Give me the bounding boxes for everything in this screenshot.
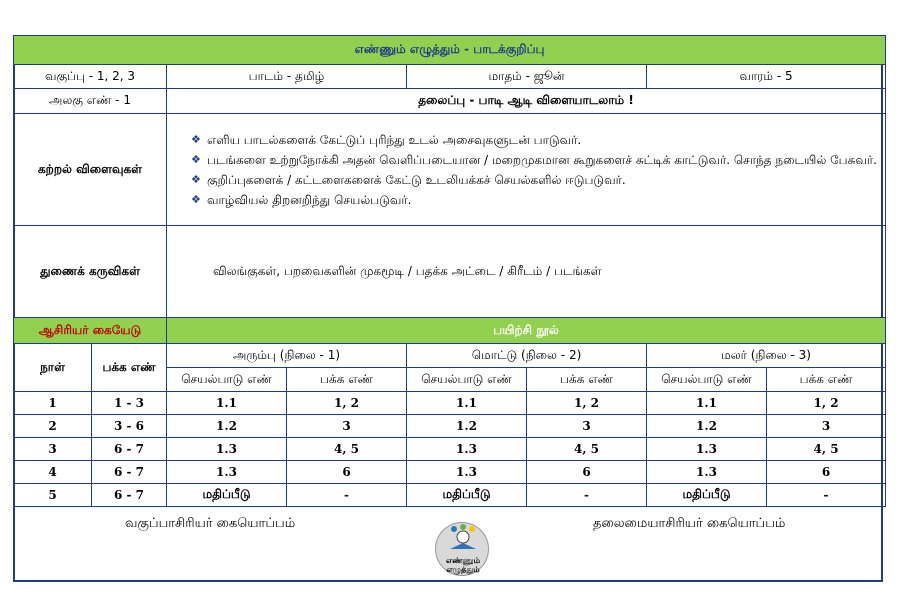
- day-cell: 1: [14, 392, 92, 415]
- day-cell: 2: [14, 415, 92, 438]
- page-cell: 3: [527, 415, 647, 438]
- guide-page-cell: 1 - 3: [92, 392, 167, 415]
- outcomes-list: [171, 130, 881, 210]
- lesson-plan-table: [13, 35, 886, 507]
- activity-no-header: செயல்பாடு எண்: [647, 368, 767, 392]
- unit-cell: அலகு எண் - 1: [14, 89, 167, 114]
- page-cell: -: [527, 484, 647, 507]
- table-row: [14, 484, 886, 507]
- table-row: [14, 392, 886, 415]
- diamond-bullet-icon: ❖: [191, 152, 201, 166]
- page-cell: 6: [287, 461, 407, 484]
- logo-line-2: எழுத்தும்: [446, 565, 480, 574]
- page-cell: 4, 5: [767, 438, 886, 461]
- table-row: [14, 461, 886, 484]
- activity-no-cell: மதிப்பீடு: [407, 484, 527, 507]
- activity-no-cell: மதிப்பீடு: [647, 484, 767, 507]
- level-3-header: மலர் (நிலை - 3): [647, 344, 886, 368]
- activity-no-cell: மதிப்பீடு: [167, 484, 287, 507]
- footer: [13, 512, 885, 582]
- activity-no-cell: 1.3: [647, 438, 767, 461]
- day-cell: 5: [14, 484, 92, 507]
- activity-no-header: செயல்பாடு எண்: [167, 368, 287, 392]
- page-header: பக்க எண்: [527, 368, 647, 392]
- guide-page-cell: 6 - 7: [92, 438, 167, 461]
- day-header: நாள்: [14, 344, 92, 392]
- activity-no-header: செயல்பாடு எண்: [407, 368, 527, 392]
- teacher-guide-header: ஆசிரியர் கையேடு: [14, 318, 167, 344]
- level-1-header: அரும்பு (நிலை - 1): [167, 344, 407, 368]
- page-header: பக்க எண்: [287, 368, 407, 392]
- head-teacher-signature: தலைமையாசிரியர் கையொப்பம்: [593, 516, 786, 531]
- activity-no-cell: 1.1: [167, 392, 287, 415]
- day-cell: 3: [14, 438, 92, 461]
- table-row: [14, 415, 886, 438]
- week-cell: வாரம் - 5: [647, 65, 886, 89]
- page-cell: 4, 5: [527, 438, 647, 461]
- topic-cell: தலைப்பு - பாடி ஆடி விளையாடலாம் !: [167, 89, 886, 114]
- workbook-header: பயிற்சி நூல்: [167, 318, 886, 344]
- class-teacher-signature: வகுப்பாசிரியர் கையொப்பம்: [125, 516, 296, 531]
- outcome-item: ❖ குறிப்புகளைக் / கட்டளைகளைக் கேட்டு உடலியக்கச் செயல்களில் ஈடுபடுவர்.: [191, 170, 881, 190]
- page-cell: -: [287, 484, 407, 507]
- activity-no-cell: 1.2: [647, 415, 767, 438]
- subject-cell: பாடம் - தமிழ்: [167, 65, 407, 89]
- activity-no-cell: 1.2: [407, 415, 527, 438]
- outcome-item: ❖ படங்களை உற்றுநோக்கி அதன் வெளிப்படையான / மறைமுகமான கூறுகளைச் சுட்டிக் காட்டுவர். சொந்த நடையில் பேசுவர்.: [191, 150, 881, 170]
- page-cell: 4, 5: [287, 438, 407, 461]
- logo-line-1: எண்ணும்: [445, 556, 481, 565]
- aids-text: விலங்குகள், பறவைகளின் முகமூடி / பதக்க அட்டை / கிரீடம் / படங்கள்: [167, 226, 886, 318]
- outcomes-label: கற்றல் விளைவுகள்: [14, 114, 167, 226]
- page-cell: 3: [767, 415, 886, 438]
- activity-no-cell: 1.3: [647, 461, 767, 484]
- activity-no-cell: 1.1: [407, 392, 527, 415]
- page-cell: 6: [767, 461, 886, 484]
- activity-no-cell: 1.2: [167, 415, 287, 438]
- level-2-header: மொட்டு (நிலை - 2): [407, 344, 647, 368]
- ennum-ezhuthum-logo: [435, 522, 489, 576]
- outcome-item: ❖ வாழ்வியல் திறனறிந்து செயல்படுவர்.: [191, 190, 881, 210]
- month-cell: மாதம் - ஜூன்: [407, 65, 647, 89]
- class-cell: வகுப்பு - 1, 2, 3: [14, 65, 167, 89]
- guide-page-cell: 6 - 7: [92, 484, 167, 507]
- day-rows: [14, 392, 886, 507]
- page-title: எண்ணும் எழுத்தும் - பாடக்குறிப்பு: [14, 36, 886, 65]
- day-cell: 4: [14, 461, 92, 484]
- page-cell: 1, 2: [527, 392, 647, 415]
- activity-no-cell: 1.3: [407, 461, 527, 484]
- aids-label: துணைக் கருவிகள்: [14, 226, 167, 318]
- outcomes-cell: [167, 114, 886, 226]
- page-header: பக்க எண்: [767, 368, 886, 392]
- diamond-bullet-icon: ❖: [191, 192, 201, 206]
- page-cell: 3: [287, 415, 407, 438]
- page-cell: 6: [527, 461, 647, 484]
- page-cell: 1, 2: [287, 392, 407, 415]
- guide-page-cell: 6 - 7: [92, 461, 167, 484]
- page-cell: -: [767, 484, 886, 507]
- page-cell: 1, 2: [767, 392, 886, 415]
- activity-no-cell: 1.3: [167, 461, 287, 484]
- diamond-bullet-icon: ❖: [191, 172, 201, 186]
- guide-page-cell: 3 - 6: [92, 415, 167, 438]
- activity-no-cell: 1.3: [407, 438, 527, 461]
- activity-no-cell: 1.1: [647, 392, 767, 415]
- outcome-item: ❖ எளிய பாடல்களைக் கேட்டுப் புரிந்து உடல் அசைவுகளுடன் பாடுவர்.: [191, 130, 881, 150]
- table-row: [14, 438, 886, 461]
- diamond-bullet-icon: ❖: [191, 132, 201, 146]
- activity-no-cell: 1.3: [167, 438, 287, 461]
- child-reading-icon: [436, 523, 490, 553]
- guide-page-header: பக்க எண்: [92, 344, 167, 392]
